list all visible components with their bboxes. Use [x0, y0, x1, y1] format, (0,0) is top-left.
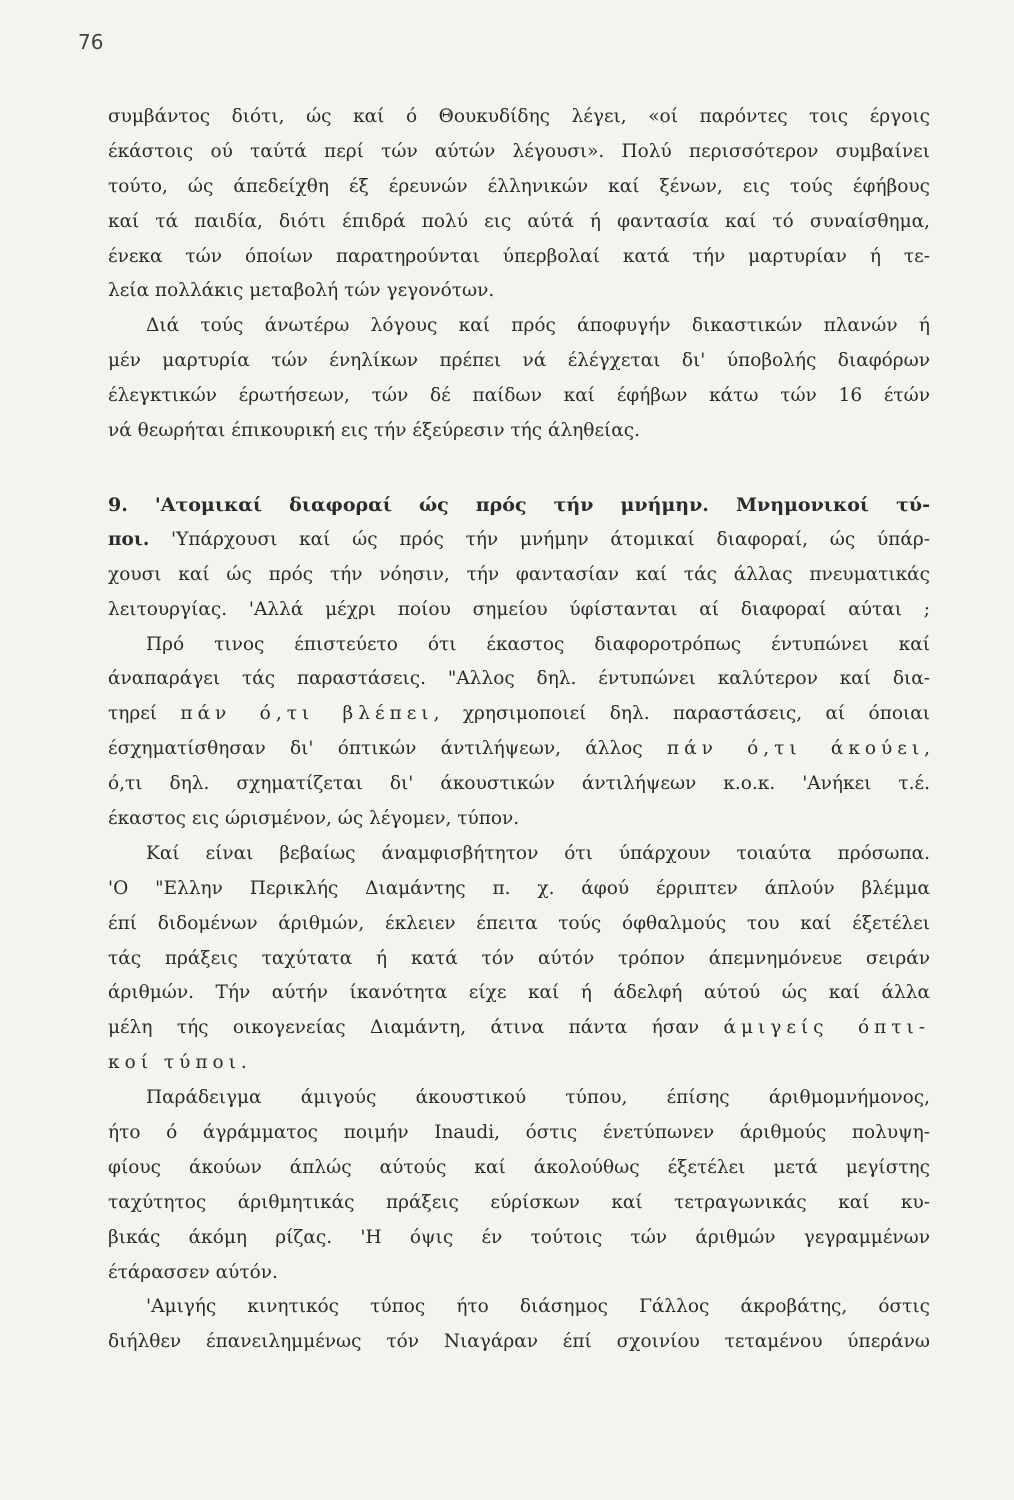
text-line: συμβάντος διότι, ώς καί ό Θουκυδίδης λέγει, «οί παρόντες τοις έργοις: [108, 106, 930, 127]
spaced-text: πάν ό,τι άκούει: [666, 738, 925, 760]
spaced-text: άμιγείς όπτι-: [723, 1017, 930, 1039]
text-line: μέν μαρτυρία τών ένηλίκων πρέπει νά έλέγχεται δι' ύποβολής διαφόρων: [108, 350, 930, 372]
text-line: [108, 732, 930, 767]
text-line: [108, 1011, 930, 1046]
text-line: 'Αμιγής κινητικός τύπος ήτο διάσημος Γάλλος άκροβάτης, όστις: [146, 1296, 930, 1318]
text-line: νά θεωρήται έπικουρική εις τήν έξεύρεσιν τής άληθείας.: [108, 420, 641, 442]
text-line: 'Ο "Ελλην Περικλής Διαμάντης π. χ. άφού έρριπτεν άπλούν βλέμμα: [108, 877, 930, 899]
body-text: [108, 100, 930, 449]
spaced-text: κοί τύποι.: [108, 1052, 252, 1074]
text-span: μέλη τής οικογενείας Διαμάντη, άτινα πάντα ήσαν: [108, 1017, 724, 1039]
text-span: έσχηματίσθησαν δι' όπτικών άντιλήψεων, άλλος: [108, 738, 667, 760]
section-heading: 9. 'Ατομικαί διαφοραί ώς πρός τήν μνήμην. Μνημονικοί τύ-: [108, 494, 930, 516]
heading-continuation: ποι.: [108, 528, 150, 550]
text-line: [108, 1046, 930, 1081]
text-line: ένεκα τών όποίων παρατηρούνται ύπερβολαί κατά τήν μαρτυρίαν ή τε-: [108, 245, 930, 267]
text-span: , χρησιμοποιεί δηλ. παραστάσεις, αί όποιαι: [433, 703, 930, 725]
page-number: 76: [78, 30, 104, 54]
text-line: έκαστος εις ώρισμένον, ώς λέγομεν, τύπον.: [108, 808, 520, 830]
section-9: [108, 488, 930, 1360]
text-line: [108, 697, 930, 732]
text-line: Καί είναι βεβαίως άναμφισβήτητον ότι ύπάρχουν τοιαύτα πρόσωπα.: [146, 842, 930, 864]
text-span: ,: [924, 738, 930, 760]
spaced-text: πάν ό,τι βλέπει: [180, 703, 434, 725]
text-line: βικάς άκόμη ρίζας. 'Η όψις έν τούτοις τών άριθμών γεγραμμένων: [108, 1226, 930, 1248]
text-span: 'Υπάρχουσι καί ώς πρός τήν μνήμην άτομικαί διαφοραί, ώς ύπάρ-: [149, 528, 930, 550]
text-line: ταχύτητος άριθμητικάς πράξεις εύρίσκων καί τετραγωνικάς καί κυ-: [108, 1191, 930, 1213]
text-line: Πρό τινος έπιστεύετο ότι έκαστος διαφοροτρόπως έντυπώνει καί: [146, 633, 930, 655]
text-line: χουσι καί ώς πρός τήν νόησιν, τήν φαντασίαν καί τάς άλλας πνευματικάς: [108, 563, 930, 585]
text-span: τηρεί: [108, 703, 181, 725]
text-line: έλεγκτικών έρωτήσεων, τών δέ παίδων καί έφήβων κάτω τών 16 έτών: [108, 385, 930, 407]
text-line: έκάστοις ού ταύτά περί τών αύτών λέγουσι». Πολύ περισσότερον συμβαίνει: [108, 140, 930, 162]
text-line: άριθμών. Τήν αύτήν ίκανότητα είχε καί ή άδελφή αύτού ώς καί άλλα: [108, 982, 930, 1004]
text-line: λεία πολλάκις μεταβολή τών γεγονότων.: [108, 280, 495, 302]
text-line: έπί διδομένων άριθμών, έκλειεν έπειτα τούς όφθαλμούς του καί έξετέλει: [108, 912, 930, 934]
text-line: λειτουργίας. 'Αλλά μέχρι ποίου σημείου ύφίστανται αί διαφοραί αύται ;: [108, 598, 930, 620]
text-line: Παράδειγμα άμιγούς άκουστικού τύπου, έπίσης άριθμομνήμονος,: [146, 1087, 930, 1109]
text-line: τούτο, ώς άπεδείχθη έξ έρευνών έλληνικών καί ξένων, εις τούς έφήβους: [108, 175, 930, 197]
text-line: άναπαράγει τάς παραστάσεις. "Αλλος δηλ. έντυπώνει καλύτερον καί δια-: [108, 668, 930, 690]
text-line: διήλθεν έπανειλημμένως τόν Νιαγάραν έπί σχοινίου τεταμένου ύπεράνω: [108, 1331, 930, 1353]
text-line: τάς πράξεις ταχύτατα ή κατά τόν αύτόν τρόπον άπεμνημόνευε σειράν: [108, 947, 930, 969]
text-line: φίους άκούων άπλώς αύτούς καί άκολούθως έξετέλει μετά μεγίστης: [108, 1156, 930, 1178]
text-line: [108, 523, 930, 558]
text-line: Διά τούς άνωτέρω λόγους καί πρός άποφυγήν δικαστικών πλανών ή: [146, 315, 930, 337]
text-line: καί τά παιδία, διότι έπιδρά πολύ εις αύτά ή φαντασία καί τό συναίσθημα,: [108, 210, 930, 232]
text-line: ήτο ό άγράμματος ποιμήν Inaudi, όστις ένετύπωνεν άριθμούς πολυψη-: [108, 1122, 930, 1144]
text-line: ό,τι δηλ. σχηματίζεται δι' άκουστικών άντιλήψεων κ.ο.κ. 'Ανήκει τ.έ.: [108, 773, 930, 795]
text-line: έτάρασσεν αύτόν.: [108, 1261, 278, 1283]
